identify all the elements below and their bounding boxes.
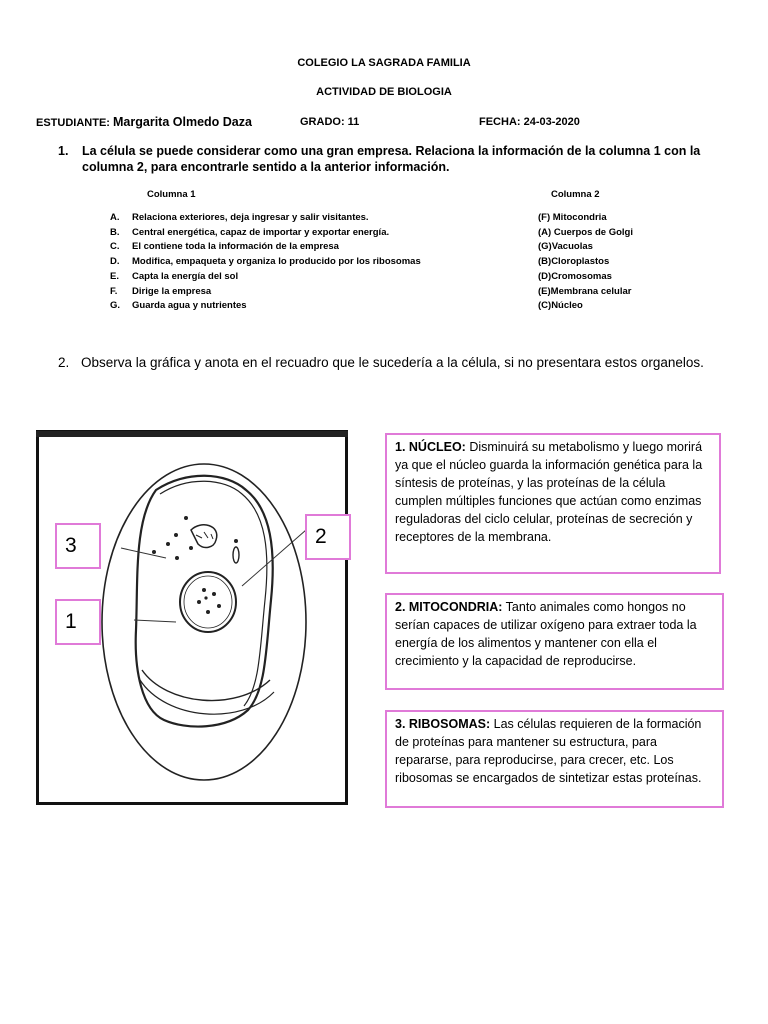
diagram-label-2: 2 xyxy=(305,514,351,560)
row-description: Relaciona exteriores, deja ingresar y salir visitantes. xyxy=(132,212,369,223)
answer-box-mitochondria xyxy=(385,593,724,690)
answer-body-nucleus: Disminuirá su metabolismo y luego morirá ya que el núcleo guarda la información genética para la síntesis de proteínas, y las proteínas de la célula cumplen múltiples funciones que actúan como enzimas reguladoras del ciclo celular, proteínas de secreción y receptores de la membrana. xyxy=(395,440,703,544)
answer-body-mitochondria: Tanto animales como hongos no serían capaces de utilizar oxígeno para extraer toda la energía de los alimentos y mantener con ella el crecimiento y la capacidad de reproducirse. xyxy=(395,600,697,668)
row-answer: (C)Núcleo xyxy=(538,300,583,311)
question1-number: 1. xyxy=(58,144,69,158)
row-description: Modifica, empaqueta y organiza lo producido por los ribosomas xyxy=(132,256,421,267)
grade: GRADO: 11 xyxy=(300,116,360,128)
row-letter: B. xyxy=(110,227,120,238)
row-answer: (F) Mitocondria xyxy=(538,212,607,223)
row-answer: (E)Membrana celular xyxy=(538,286,632,297)
row-letter: F. xyxy=(110,286,118,297)
row-answer: (G)Vacuolas xyxy=(538,241,593,252)
row-answer: (A) Cuerpos de Golgi xyxy=(538,227,633,238)
student-name: Margarita Olmedo Daza xyxy=(113,115,252,129)
row-letter: G. xyxy=(110,300,121,311)
row-description: Guarda agua y nutrientes xyxy=(132,300,247,311)
row-answer: (D)Cromosomas xyxy=(538,271,612,282)
question2-number: 2. xyxy=(58,355,70,370)
answer-body-ribosomes: Las células requieren de la formación de proteínas para mantener su estructura, para repararse, para reproducirse, para crecer, etc. Los ribosomas se encargados de sintetizar estas proteínas. xyxy=(395,717,702,785)
school-name: COLEGIO LA SAGRADA FAMILIA xyxy=(297,57,471,69)
row-answer: (B)Cloroplastos xyxy=(538,256,610,267)
diagram-label-1: 1 xyxy=(55,599,101,645)
column2-header: Columna 2 xyxy=(551,189,600,200)
column1-header: Columna 1 xyxy=(147,189,196,200)
row-description: Dirige la empresa xyxy=(132,286,212,297)
diagram-label-3: 3 xyxy=(55,523,101,569)
activity-title: ACTIVIDAD DE BIOLOGIA xyxy=(316,86,452,98)
answer-title-nucleus: 1. NÚCLEO: xyxy=(395,440,466,454)
row-description: Central energética, capaz de importar y exportar energía. xyxy=(132,227,390,238)
answer-box-nucleus xyxy=(385,433,721,574)
student-label: ESTUDIANTE: xyxy=(36,117,110,129)
row-description: Capta la energía del sol xyxy=(132,271,239,282)
row-description: El contiene toda la información de la empresa xyxy=(132,241,339,252)
row-letter: D. xyxy=(110,256,120,267)
answer-title-mitochondria: 2. MITOCONDRIA: xyxy=(395,600,503,614)
question1-text: La célula se puede considerar como una gran empresa. Relaciona la información de la columna 1 con la columna 2, para encontrarle sentido a la anterior información. xyxy=(82,144,701,174)
row-letter: A. xyxy=(110,212,120,223)
student-line xyxy=(36,115,252,129)
row-letter: E. xyxy=(110,271,119,282)
answer-title-ribosomes: 3. RIBOSOMAS: xyxy=(395,717,491,731)
answer-box-ribosomes xyxy=(385,710,724,808)
row-letter: C. xyxy=(110,241,120,252)
question2-text: Observa la gráfica y anota en el recuadro que le sucedería a la célula, si no presentara estos organelos. xyxy=(81,355,704,370)
date: FECHA: 24-03-2020 xyxy=(479,116,580,128)
